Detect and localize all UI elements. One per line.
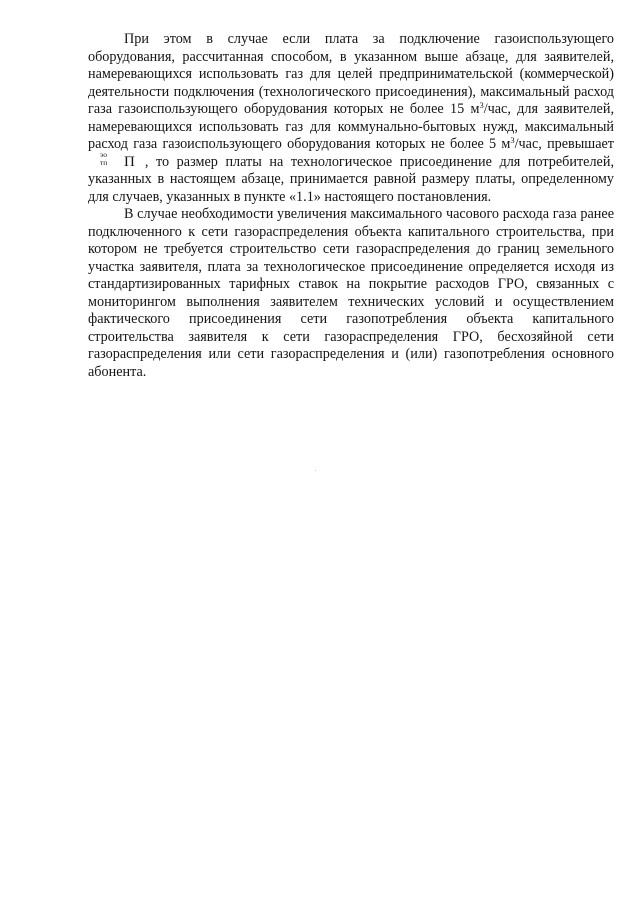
paragraph-1-part-4: , то размер платы на технологическое присоединение для потребителей, указанных в настоящем абзаце, принимается равной размеру платы, определенному для случаев, указанных в пункте «1.1» настоящего постановления. <box>88 153 614 205</box>
fee-symbol-sup: эо <box>100 149 107 159</box>
cubic-superscript-2: 3 <box>510 135 515 145</box>
paragraph-capacity-increase: В случае необходимости увеличения максимального часового расхода газа ранее подключенного к сети газораспределения объекта капитального строительства, при котором не требуется строительство сети газораспределения до границ земельного участка заявителя, плата за технологическое присоединение определяется исходя из стандартизированных тарифных ставок на покрытие расходов ГРО, связанных с мониторингом выполнения заявителем технических условий и осуществлением фактического присоединения сети газопотребления объекта капитального строительства заявителя к сети газораспределения ГРО, бесхозяйной сети газораспределения или сети газораспределения и (или) газопотребления основного абонента. <box>88 206 614 380</box>
paragraph-1-part-2: /час, для заявителей, намеревающихся использовать газ для коммунально-бытовых нужд, максимальный расход газа газоиспользующего оборудования которых не более 5 м <box>88 101 614 152</box>
scan-speck <box>315 470 316 471</box>
paragraph-1-part-3: /час, превышает <box>514 136 615 152</box>
fee-symbol-indices <box>100 151 107 167</box>
fee-symbol-base: П <box>124 153 135 170</box>
document-body <box>88 31 614 381</box>
paragraph-1-part-1: При этом в случае если плата за подключение газоиспользующего оборудования, рассчитанная способом, в указанном выше абзаце, для заявителей, намеревающихся использовать газ для целей предпринимательской (коммерческой) деятельности подключения (технологического присоединения), максимальный расход газа газоиспользующего оборудования которых не более 15 м <box>88 31 614 117</box>
fee-symbol-sub: тп <box>100 157 108 167</box>
cubic-superscript-1: 3 <box>479 100 484 110</box>
paragraph-fee-cap <box>88 31 614 206</box>
fee-symbol <box>88 149 135 172</box>
